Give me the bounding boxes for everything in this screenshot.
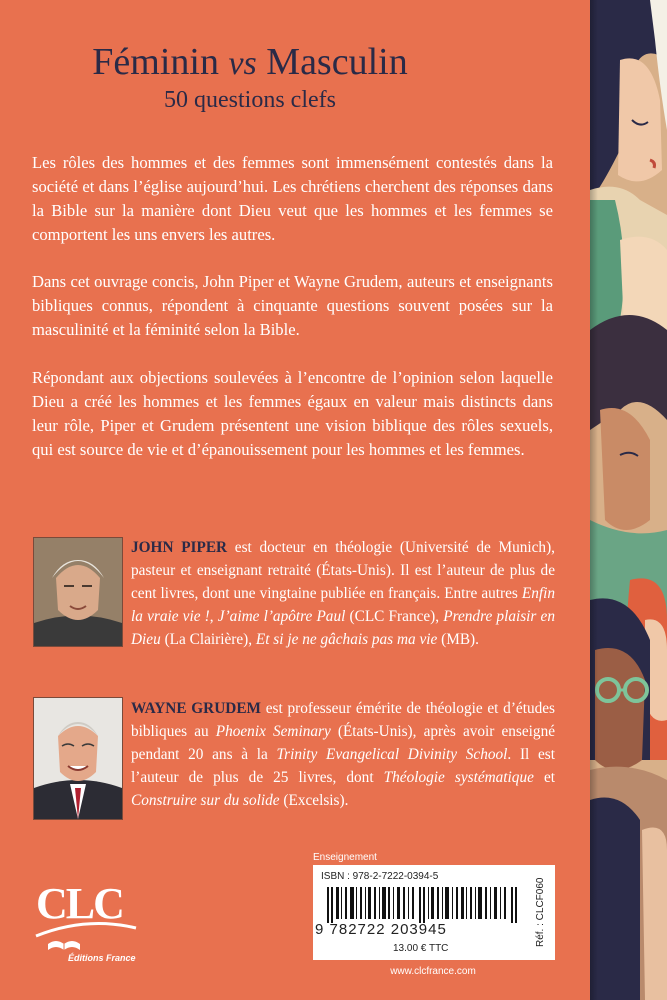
paragraph-2: Dans cet ouvrage concis, John Piper et Wayne Grudem, auteurs et enseignants bibliques connus, répondent à cinquante questions souvent posées sur la masculinité et la féminité selon la Bible. — [32, 272, 553, 339]
wayne-grudem-photo — [33, 697, 123, 820]
barcode-panel — [313, 865, 555, 960]
bio-text: , — [209, 608, 218, 625]
publisher-website: www.clcfrance.com — [390, 966, 476, 977]
bio-text: (États-Unis), après avoir enseigné pendant 20 ans à la — [131, 723, 556, 763]
john-piper-photo — [33, 537, 123, 647]
barcode-bars — [327, 887, 527, 923]
title-vs: vs — [228, 45, 257, 82]
bio-text: (Excelsis). — [279, 792, 349, 809]
book-subtitle: 50 questions clefs — [164, 87, 336, 113]
wayne-grudem-bio — [131, 697, 555, 812]
bio-text: est docteur en théologie (Université de Munich), pasteur et enseignant retraité (États-Unis). Il est l’auteur de plus de cent livres, dont une vingtaine publiée en français. Entre autres — [131, 539, 555, 602]
title-part1: Féminin — [92, 41, 219, 83]
bio-text: (La Clairière), — [160, 631, 256, 648]
book-reference: Construire sur du solide — [131, 792, 280, 809]
bio-text: (MB). — [437, 631, 479, 648]
institution-reference: Trinity Evangelical Divinity School — [276, 746, 508, 763]
spine-shadow — [590, 0, 598, 1000]
book-reference: J’aime l’apôtre Paul — [217, 608, 346, 625]
ean-number: 9 782722 203945 — [315, 921, 447, 938]
paragraph-3: Répondant aux objections soulevées à l’encontre de l’opinion selon laquelle Dieu a créé les hommes et les femmes égaux en valeur mais distincts dans leur rôle, Piper et Grudem présentent une vision biblique des rôles sexuels, qui est source de vie et d’épanouissement pour les hommes et les femmes. — [32, 368, 553, 459]
reference-code: Réf. : CLCF060 — [535, 877, 546, 947]
book-title — [0, 40, 500, 86]
institution-reference: Phoenix Seminary — [215, 723, 331, 740]
bio-text: est professeur émérite de théologie et d’études bibliques au — [131, 700, 555, 740]
book-reference: Enfin la vraie vie ! — [131, 585, 555, 625]
bio-text: et — [533, 769, 556, 786]
title-part2: Masculin — [266, 41, 408, 83]
wayne-grudem-name: WAYNE GRUDEM — [131, 700, 261, 717]
spine-illustration — [590, 0, 667, 1000]
logo-text: CLC — [36, 879, 123, 928]
price-text: 13.00 € TTC — [393, 943, 449, 954]
john-piper-bio — [131, 536, 555, 651]
clc-logo — [34, 880, 139, 970]
bio-text: (CLC France), — [345, 608, 444, 625]
isbn-text: ISBN : 978-2-7222-0394-5 — [321, 871, 439, 882]
john-piper-name: JOHN PIPER — [131, 539, 228, 556]
book-reference: Et si je ne gâchais pas ma vie — [255, 631, 438, 648]
category-label: Enseignement — [313, 852, 377, 863]
book-reference: Prendre plaisir en Dieu — [131, 608, 555, 648]
bio-text: . Il est l’auteur de plus de 25 livres, dont — [131, 746, 555, 786]
book-reference: Théologie systématique — [383, 769, 534, 786]
logo-subtitle: Éditions France — [68, 953, 136, 963]
paragraph-1: Les rôles des hommes et des femmes sont immensément contestés dans la société et dans l’église aujourd’hui. Les chrétiens cherchent des réponses dans la Bible sur la manière dont Dieu veut que les hommes et les femmes se comportent les uns envers les autres. — [32, 153, 553, 244]
